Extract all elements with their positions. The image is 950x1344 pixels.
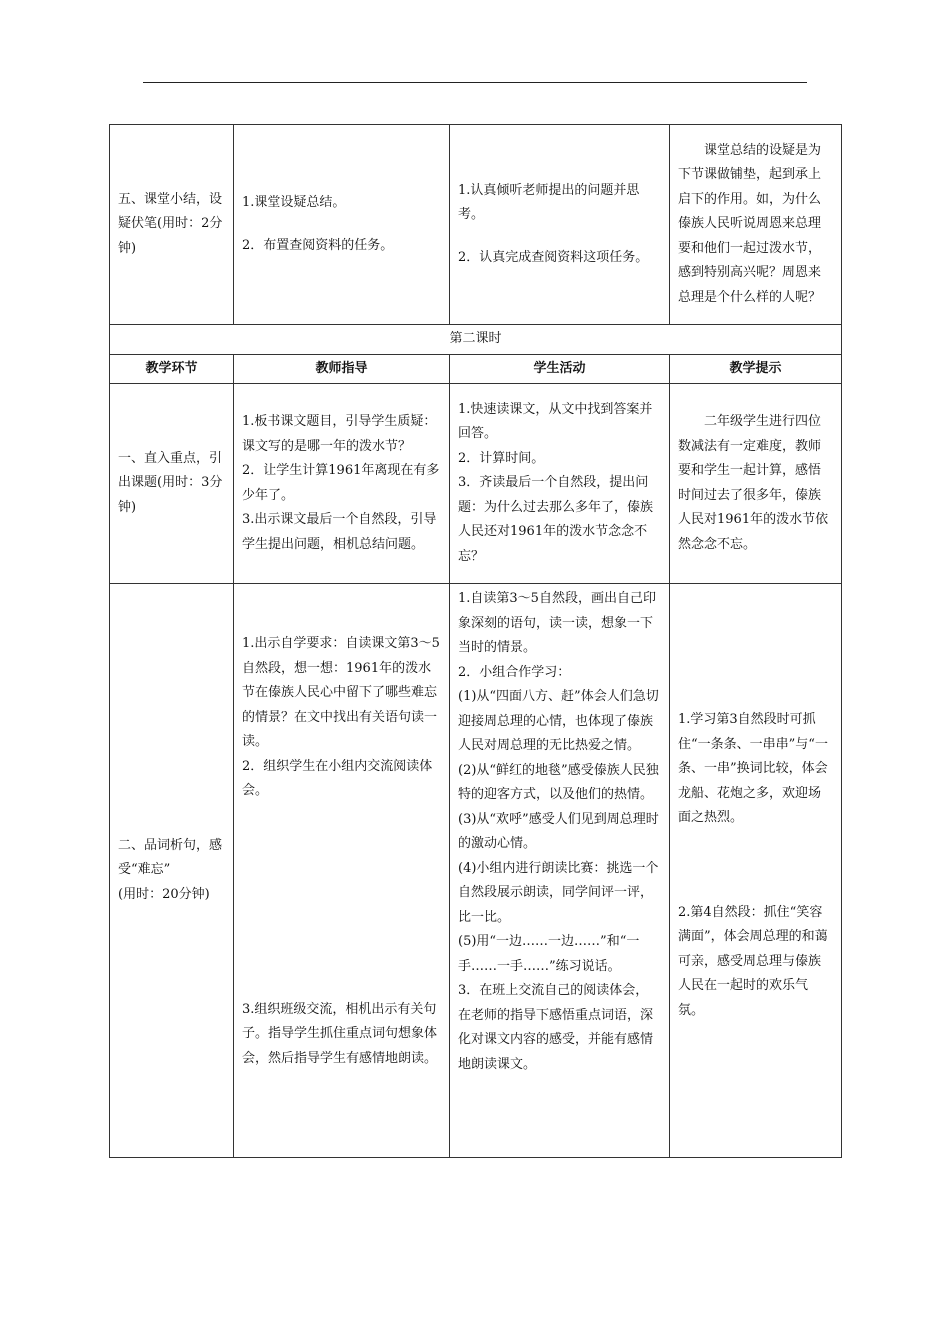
header-teacher: 教师指导: [234, 354, 450, 384]
teacher-item: 1.出示自学要求：自读课文第3～5自然段，想一想：1961年的泼水节在傣族人民心中留下了哪些难忘的情景？在文中找出有关语句读一读。: [242, 636, 440, 749]
tip-item: 1.学习第3自然段时可抓住“一条条、一串串”与“一条、一串”换词比较，体会龙船、花炮之多，欢迎场面之热烈。: [678, 712, 828, 825]
stage-intro: 一、直入重点，引出课题(用时：3分钟): [110, 384, 234, 584]
student-summary: [450, 125, 670, 325]
student-item: (2)从“鲜红的地毯”感受傣族人民独特的迎客方式，以及他们的热情。: [458, 762, 659, 802]
teacher-item: 1.课堂设疑总结。: [242, 195, 346, 210]
header-tip: 教学提示: [670, 354, 842, 384]
student-item: (5)用“一边……一边……”和“一手……一手……”练习说话。: [458, 934, 640, 974]
lesson-plan-table: [109, 124, 842, 1158]
teacher-item: 2．布置查阅资料的任务。: [242, 237, 394, 253]
student-item: 1.认真倾听老师提出的问题并思考。: [458, 182, 640, 223]
table-row-intro: [110, 384, 842, 584]
teacher-summary: [234, 125, 450, 325]
student-item: 1.快速读课文，从文中找到答案并回答。: [458, 401, 653, 442]
tip-words: [670, 584, 842, 1158]
student-item: 1.自读第3～5自然段，画出自己印象深刻的语句，读一读，想象一下当时的情景。: [458, 591, 656, 655]
tip-summary: 课堂总结的设疑是为下节课做铺垫，起到承上启下的作用。如，为什么傣族人民听说周恩来总理要和他们一起过泼水节，感到特别高兴呢？周恩来总理是个什么样的人呢？: [670, 125, 842, 325]
teacher-item: 3.组织班级交流，相机出示有关句子。指导学生抓住重点词句想象体会，然后指导学生有感情地朗读。: [242, 1001, 438, 1066]
student-item: (3)从“欢呼”感受人们见到周总理时的激动心情。: [458, 811, 659, 851]
teacher-item: 2．让学生计算1961年离现在有多少年了。: [242, 463, 440, 503]
header-rule: [143, 82, 807, 83]
session-row: [110, 325, 842, 355]
student-item: 3．在班上交流自己的阅读体会，在老师的指导下感悟重点词语，深化对课文内容的感受，并能有感情地朗读课文。: [458, 983, 654, 1072]
header-student: 学生活动: [450, 354, 670, 384]
teacher-item: 3.出示课文最后一个自然段，引导学生提出问题，相机总结问题。: [242, 512, 437, 552]
stage-summary: 五、课堂小结，设疑伏笔(用时：2分钟): [110, 125, 234, 325]
tip-item: 2.第4自然段：抓住“笑容满面”，体会周总理的和蔼可亲，感受周总理与傣族人民在一起时的欢乐气氛。: [678, 904, 828, 1018]
session-title: 第二课时: [110, 325, 842, 355]
student-item: 3．齐读最后一个自然段，提出问题：为什么过去那么多年了，傣族人民还对1961年的泼水节念念不忘？: [458, 475, 654, 564]
teacher-words: [234, 584, 450, 1158]
header-stage: 教学环节: [110, 354, 234, 384]
student-item: (1)从“四面八方、赶”体会人们急切迎接周总理的心情，也体现了傣族人民对周总理的无比热爱之情。: [458, 689, 659, 753]
student-item: (4)小组内进行朗读比赛：挑选一个自然段展示朗读，同学间评一评，比一比。: [458, 860, 659, 925]
student-item: 2．认真完成查阅资料这项任务。: [458, 249, 649, 265]
tip-intro: 二年级学生进行四位数减法有一定难度，教师要和学生一起计算，感悟时间过去了很多年，傣族人民对1961年的泼水节依然念念不忘。: [670, 384, 842, 584]
teacher-item: 1.板书课文题目，引导学生质疑：课文写的是哪一年的泼水节？: [242, 414, 437, 454]
stage-words: 二、品词析句，感受“难忘” (用时：20分钟): [110, 584, 234, 1158]
table-row-summary: [110, 125, 842, 325]
table-row-words: [110, 584, 842, 1158]
header-row: [110, 354, 842, 384]
student-words: [450, 584, 670, 1158]
student-intro: [450, 384, 670, 584]
student-item: 2．计算时间。: [458, 450, 545, 466]
teacher-intro: [234, 384, 450, 584]
teacher-item: 2．组织学生在小组内交流阅读体会。: [242, 758, 433, 798]
student-item: 2．小组合作学习：: [458, 664, 571, 680]
